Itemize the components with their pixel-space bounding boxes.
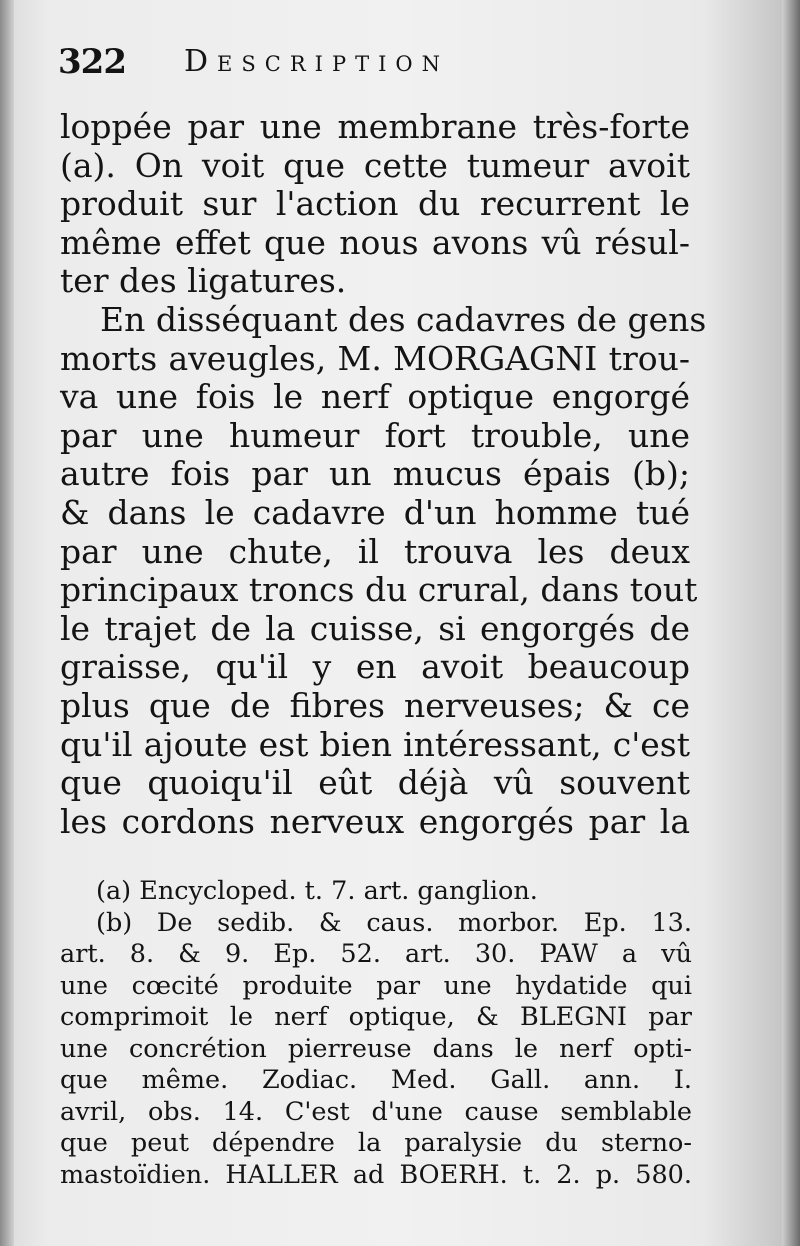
body-line: morts aveugles, M. MORGAGNI trou- bbox=[60, 338, 690, 378]
body-text bbox=[60, 107, 707, 841]
page-number: 322 bbox=[58, 42, 126, 82]
body-line: que quoiqu'il eût déjà vû souvent bbox=[60, 763, 690, 803]
body-line: & dans le cadavre d'un homme tué bbox=[60, 492, 690, 532]
footnote-line: comprimoit le nerf optique, & BLEGNI par bbox=[60, 1002, 692, 1032]
body-line: qu'il ajoute est bien intéressant, c'est bbox=[60, 724, 690, 764]
running-title: Description bbox=[184, 44, 449, 79]
body-line: même effet que nous avons vû résul- bbox=[60, 222, 690, 262]
footnote-line: une concrétion pierreuse dans le nerf opti- bbox=[60, 1033, 692, 1064]
body-line: En disséquant des cadavres de gens bbox=[100, 299, 707, 339]
body-line: graisse, qu'il y en avoit beaucoup bbox=[60, 647, 690, 687]
page-left-edge bbox=[0, 0, 14, 1246]
body-line: plus que de fibres nerveuses; & ce bbox=[60, 685, 690, 725]
body-line: principaux troncs du crural, dans tout bbox=[60, 570, 698, 610]
footnote-line: que peut dépendre la paralysie du sterno- bbox=[60, 1128, 692, 1158]
body-line: (a). On voit que cette tumeur avoit bbox=[60, 145, 690, 185]
body-line: va une fois le nerf optique engorgé bbox=[60, 377, 690, 417]
footnote-line: (b) De sedib. & caus. morbor. Ep. 13. bbox=[96, 907, 692, 938]
body-line: le trajet de la cuisse, si engorgés de bbox=[60, 608, 690, 648]
body-line: par une chute, il trouva les deux bbox=[60, 531, 690, 571]
footnote-line: avril, obs. 14. C'est d'une cause semblable bbox=[60, 1096, 692, 1127]
footnote-line: une cœcité produite par une hydatide qui bbox=[60, 970, 692, 1001]
body-line: produit sur l'action du recurrent le bbox=[60, 184, 690, 224]
body-line: ter des ligatures. bbox=[60, 261, 347, 301]
footnote-line: (a) Encycloped. t. 7. art. ganglion. bbox=[96, 876, 538, 906]
body-line: par une humeur fort trouble, une bbox=[60, 415, 690, 455]
page-right-edge bbox=[782, 0, 800, 1246]
footnote-line: mastoïdien. HALLER ad BOERH. t. 2. p. 580. bbox=[60, 1159, 692, 1190]
body-line: loppée par une membrane très-forte bbox=[60, 107, 690, 146]
body-line: autre fois par un mucus épais (b); bbox=[60, 454, 690, 494]
footnote-line: art. 8. & 9. Ep. 52. art. 30. PAW a vû bbox=[60, 939, 692, 969]
footnote-line: que même. Zodiac. Med. Gall. ann. I. bbox=[60, 1065, 692, 1095]
body-line: les cordons nerveux engorgés par la bbox=[60, 801, 690, 841]
footnotes bbox=[60, 876, 692, 1191]
